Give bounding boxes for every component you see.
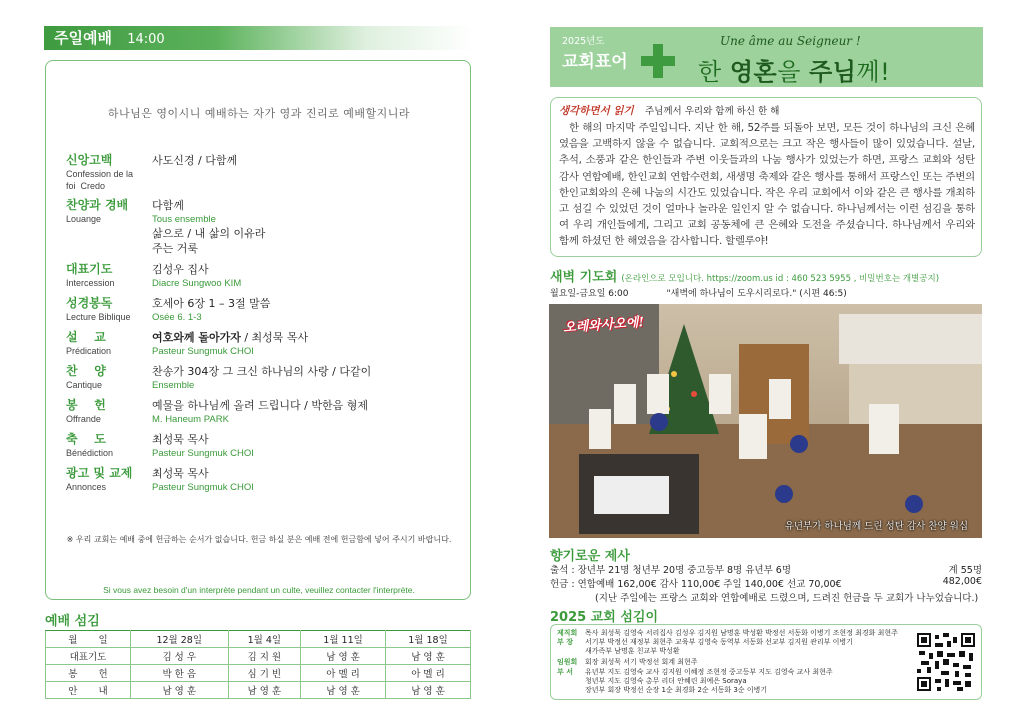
table-row (46, 665, 471, 682)
song-title: 삶으로 / 내 삶의 이유라 (152, 227, 266, 240)
servants-row: 제직회 목사 최성묵 김영숙 서리집사 김성우 김지원 남명훈 박성환 박정선 서동화 이병기 조현정 최경화 최현주 (557, 629, 898, 637)
christmas-worship-photo (549, 304, 982, 538)
dawn-prayer-title: 새벽 기도회 (온라인으로 모입니다. https://zoom.us id : 460 523 5955 , 비밀번호는 개별공지) (550, 270, 940, 285)
qr-code-icon[interactable] (917, 633, 975, 691)
order-label-fr: Prédication (66, 346, 112, 356)
order-sub: Ensemble (152, 380, 195, 391)
order-value: 최성묵 목사 (152, 433, 209, 446)
table-row (46, 682, 471, 699)
worship-title: 주일예배 (54, 29, 112, 47)
order-sub: Osée 6. 1-3 (152, 312, 202, 323)
order-sub: Pasteur Sungmuk CHOI (152, 448, 254, 459)
table-cell: 1월 11일 (301, 631, 386, 648)
offering-footnote: (지난 주일에는 프랑스 교회와 연합예배로 드렸으며, 드려진 헌금을 두 교회가 나누었습니다.) (595, 593, 979, 604)
motto-label: 교회표어 (562, 52, 628, 72)
offering-title: 향기로운 제사 (550, 549, 630, 564)
order-label: 봉 헌 (66, 398, 106, 412)
table-cell: 안 내 (46, 682, 131, 699)
servants-row: 임원회 회장 최성묵 서기 박정선 회계 최현주 (557, 658, 698, 666)
servants-row: 장년부 회장 박정선 순장 1순 최경화 2순 서동화 3순 이병기 (585, 686, 768, 694)
worship-order-list (66, 153, 466, 500)
table-cell: 12월 28일 (130, 631, 228, 648)
table-cell: 1월 18일 (386, 631, 471, 648)
order-sub: M. Haneum PARK (152, 414, 229, 425)
motto-banner (550, 27, 983, 87)
order-label-fr: Lecture Biblique (66, 312, 131, 322)
servants-row: 청년부 지도 김영숙 총무 리더 안혜린 최예은 Soraya (585, 677, 747, 685)
order-label-fr: Bénédiction (66, 448, 114, 458)
order-label-fr: Annonces (66, 482, 107, 492)
order-sub: Pasteur Sungmuk CHOI (152, 482, 254, 493)
order-row-reading (66, 296, 466, 324)
order-value: 찬송가 304장 그 크신 하나님의 사랑 / 다같이 (152, 365, 372, 378)
table-cell: 1월 4일 (228, 631, 301, 648)
table-cell: 박 한 음 (130, 665, 228, 682)
serve-title: 예배 섬김 (45, 614, 100, 629)
worship-order-box (45, 60, 471, 600)
order-row-sermon (66, 330, 466, 358)
order-row-hymn (66, 364, 466, 392)
order-label-fr: Confession de la foi Credo (66, 169, 134, 191)
meditation-title: 주님께서 우리와 함께 하신 한 해 (645, 106, 780, 117)
motto-french: Une âme au Seigneur ! (720, 34, 861, 48)
table-header-row (46, 631, 471, 648)
song-title: 주는 거룩 (152, 242, 199, 255)
table-row (46, 648, 471, 665)
table-cell: 아 멜 리 (301, 665, 386, 682)
meditation-label: 생각하면서 읽기 (559, 105, 634, 117)
order-value: 다함께 (152, 199, 184, 212)
worship-time: 14:00 (127, 32, 165, 47)
sermon-title: 여호와께 돌아가자 (152, 331, 241, 344)
table-cell: 봉 헌 (46, 665, 131, 682)
order-label-fr: Cantique (66, 380, 103, 390)
order-label: 찬 양 (66, 364, 106, 378)
table-cell: 남 영 훈 (301, 682, 386, 699)
order-sub: Credo (80, 181, 106, 191)
photo-sticker: 오레와사오에! (562, 315, 645, 336)
table-cell: 남 영 훈 (386, 682, 471, 699)
table-cell: 아 멜 리 (386, 665, 471, 682)
order-label: 신앙고백 (66, 153, 113, 167)
order-row-announcements (66, 466, 466, 494)
order-label-fr: Louange (66, 214, 102, 224)
order-label: 설 교 (66, 330, 106, 344)
table-cell: 김 지 원 (228, 648, 301, 665)
table-cell: 월 일 (46, 631, 131, 648)
offering-note: ※ 우리 교회는 예배 중에 헌금하는 순서가 없습니다. 헌금 하실 분은 예배 전에 헌금함에 넣어 주시기 바랍니다. (66, 535, 452, 544)
table-cell: 남 영 훈 (301, 648, 386, 665)
order-value: 최성묵 목사 (152, 467, 209, 480)
order-row-benediction (66, 432, 466, 460)
order-value: 사도신경 / 다함께 (152, 154, 238, 167)
order-row-intercession (66, 262, 466, 290)
servants-row: 새가족부 남명훈 친교부 박성환 (585, 647, 680, 655)
order-sub: Pasteur Sungmuk CHOI (152, 346, 254, 357)
order-label: 광고 및 교제 (66, 466, 133, 480)
order-value: 호세아 6장 1 – 3절 말씀 (152, 297, 271, 310)
table-cell: 심 기 빈 (228, 665, 301, 682)
order-sub: Diacre Sungwoo KIM (152, 278, 242, 289)
cross-plus-icon (638, 41, 678, 81)
dawn-verse: "새벽에 하나님이 도우시리로다." (시편 46:5) (666, 289, 847, 299)
interpreter-note: Si vous avez besoin d'un interprète pendant un culte, veuillez contacter l'interprète. (103, 585, 415, 595)
meditation-text: 한 해의 마지막 주일입니다. 지난 한 해, 52주를 되돌아 보면, 모든 것이 하나님의 크신 은혜였음을 고백하지 않을 수 없습니다. 교회적으로는 크고 작은 행사들이 많이 있었습니다. 설날, 추석, 소풍과 같은 한인들과 주변 이웃들과의 나눔 행사가 있었는가 하면, 프랑스 교회와 성탄감사 연합예배, 한인교회 연합수련회, 새생명 축제와 같은 행사를 통해서 프랑스인 또는 주변의 한인교회와의 은혜 나눔의 시간도 있었습니다. 작은 우리 교회에서 이와 같은 큰 행사를 개최하고 섬길 수 있었던 것이 얼마나 놀라운 일인지 알 수 없습니다. 하나님께서는 이런 섬김을 통하여 우리 개인들에게, 그리고 교회 공동체에 큰 은혜와 도전을 주셨습니다. 하나님께서 우리와 함께 하셨던 한 해였음을 감사합니다. 할렐루야! (559, 122, 975, 248)
order-value: 예물을 하나님께 올려 드립니다 / 박한음 형제 (152, 399, 368, 412)
dawn-prayer-time: 월요일-금요일 6:00 "새벽에 하나님이 도우시리로다." (시편 46:5) (550, 289, 847, 299)
offering-total: 482,00€ (942, 576, 982, 587)
dawn-prayer-note: (온라인으로 모입니다. https://zoom.us id : 460 523 5955 , 비밀번호는 개별공지) (621, 274, 940, 284)
order-label: 축 도 (66, 432, 106, 446)
table-cell: 남 영 훈 (130, 682, 228, 699)
order-value: / 최성묵 목사 (240, 331, 309, 344)
order-label-fr: Offrande (66, 414, 101, 424)
table-cell: 김 성 우 (130, 648, 228, 665)
attendance-line: 출석 : 장년부 21명 청년부 20명 중고등부 8명 유년부 6명 (550, 565, 792, 576)
servants-row: 부 서 유년부 지도 김영숙 교사 김지원 이혜정 조현정 중고등부 지도 김영숙 교사 최현주 (557, 668, 833, 676)
order-label-fr: Intercession (66, 278, 115, 288)
attendance-total: 계 55명 (948, 565, 982, 576)
order-label: 대표기도 (66, 262, 113, 276)
photo-caption: 유년부가 하나님께 드린 성탄 감사 찬양 워십 (784, 521, 968, 532)
order-row-confession (66, 153, 466, 192)
servants-row: 부 장 서기부 박정선 재정부 최현주 교육부 김영숙 동역부 서동화 선교부 김지원 관리부 이병기 (557, 638, 853, 646)
worship-header (44, 26, 474, 50)
serve-table (45, 630, 471, 699)
order-sub: Tous ensemble (152, 214, 216, 225)
order-row-praise (66, 198, 466, 256)
table-cell: 남 영 훈 (228, 682, 301, 699)
order-row-offering (66, 398, 466, 426)
motto-korean: 한 영혼을 주님께! (698, 58, 891, 86)
scripture-verse: 하나님은 영이시니 예배하는 자가 영과 진리로 예배할지니라 (107, 107, 411, 120)
order-label: 찬양과 경배 (66, 198, 129, 212)
order-label: 성경봉독 (66, 296, 113, 310)
table-cell: 대표기도 (46, 648, 131, 665)
offering-line: 헌금 : 연합예배 162,00€ 감사 110,00€ 주일 140,00€ 선교 70,00€ (550, 579, 842, 590)
photo-illustration (549, 304, 982, 538)
meditation-box (550, 97, 982, 257)
servants-2025-box (550, 624, 982, 700)
servants-2025-title: 2025 교회 섬김이 (550, 610, 659, 625)
table-cell: 남 영 훈 (386, 648, 471, 665)
motto-year: 2025년도 (562, 36, 605, 47)
meditation-header (559, 103, 779, 118)
order-value: 김성우 집사 (152, 263, 209, 276)
